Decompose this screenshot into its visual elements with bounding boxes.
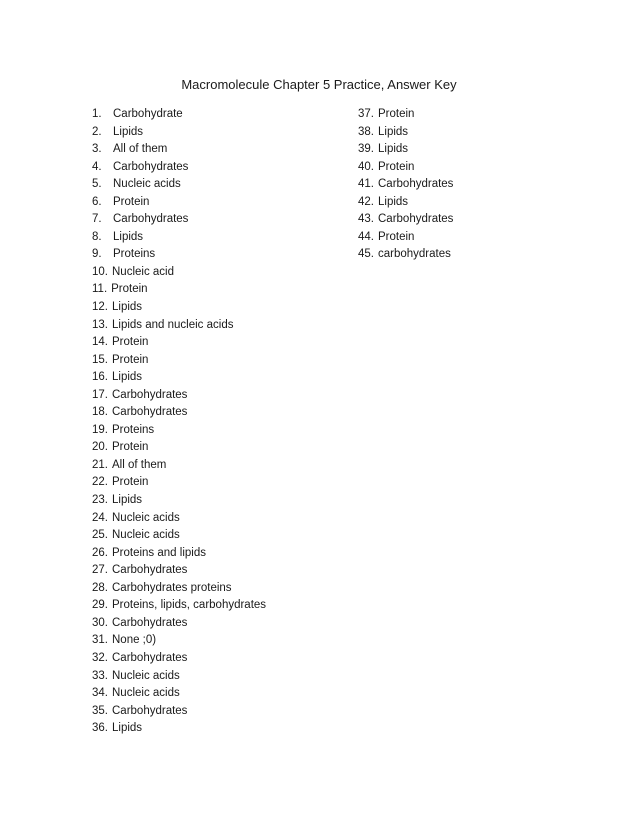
answer-item bbox=[92, 580, 352, 598]
answer-item bbox=[92, 246, 352, 264]
answer-text: Protein bbox=[378, 108, 415, 120]
answer-item bbox=[92, 317, 352, 335]
answer-number: 14. bbox=[92, 336, 108, 349]
answer-number: 26. bbox=[92, 546, 108, 559]
answer-item bbox=[92, 334, 352, 352]
answer-item bbox=[92, 159, 352, 177]
answer-number: 1. bbox=[92, 108, 102, 120]
answer-number: 44. bbox=[358, 230, 374, 243]
answer-text: Nucleic acids bbox=[112, 669, 180, 682]
answer-text: Proteins bbox=[113, 248, 156, 261]
answer-number: 36. bbox=[92, 722, 108, 735]
answer-text: Nucleic acid bbox=[112, 265, 174, 278]
answer-number: 2. bbox=[92, 125, 102, 138]
answer-number: 32. bbox=[92, 651, 108, 664]
answer-text: Protein bbox=[112, 353, 149, 366]
answer-number: 7. bbox=[92, 213, 102, 226]
answer-number: 24. bbox=[92, 511, 108, 524]
answer-text: Protein bbox=[111, 283, 148, 296]
answer-number: 10. bbox=[92, 265, 108, 278]
answer-item bbox=[92, 176, 352, 194]
answer-item bbox=[92, 106, 352, 124]
answer-text: All of them bbox=[112, 458, 167, 471]
answer-number: 18. bbox=[92, 406, 108, 419]
answer-item bbox=[92, 299, 352, 317]
answer-item bbox=[92, 650, 352, 668]
answer-item bbox=[92, 264, 352, 282]
answer-item bbox=[92, 703, 352, 721]
answer-text: Carbohydrates bbox=[112, 704, 188, 717]
answer-item bbox=[92, 404, 352, 422]
answer-text: Lipids and nucleic acids bbox=[112, 318, 234, 331]
answer-item bbox=[92, 124, 352, 142]
answer-item bbox=[92, 615, 352, 633]
answer-item bbox=[92, 387, 352, 405]
answer-number: 4. bbox=[92, 160, 102, 173]
answer-item bbox=[92, 352, 352, 370]
answer-item bbox=[358, 124, 558, 142]
answer-item bbox=[92, 510, 352, 528]
answer-text: Proteins, lipids, carbohydrates bbox=[112, 599, 267, 612]
answer-number: 37. bbox=[358, 108, 374, 120]
answer-text: Carbohydrates bbox=[378, 213, 454, 226]
answer-text: Lipids bbox=[112, 494, 143, 507]
answer-number: 17. bbox=[92, 388, 108, 401]
answer-number: 38. bbox=[358, 125, 374, 138]
answer-number: 28. bbox=[92, 581, 108, 594]
answer-text: Protein bbox=[112, 336, 149, 349]
page-title: Macromolecule Chapter 5 Practice, Answer Key bbox=[181, 77, 457, 92]
answer-item bbox=[92, 545, 352, 563]
answer-text: Lipids bbox=[112, 371, 143, 384]
answer-text: Lipids bbox=[112, 722, 143, 735]
answer-text: Carbohydrates bbox=[113, 213, 189, 226]
answer-text: Lipids bbox=[112, 301, 143, 314]
answer-number: 12. bbox=[92, 301, 108, 314]
answer-item bbox=[92, 685, 352, 703]
answer-list-left bbox=[92, 106, 352, 738]
answer-text: Carbohydrate bbox=[113, 108, 183, 120]
answer-number: 25. bbox=[92, 529, 108, 542]
answer-text: All of them bbox=[113, 143, 168, 156]
answer-item bbox=[92, 194, 352, 212]
answer-number: 8. bbox=[92, 230, 102, 243]
answer-text: Proteins and lipids bbox=[112, 546, 206, 559]
answer-item bbox=[92, 492, 352, 510]
answer-text: Protein bbox=[113, 195, 150, 208]
answer-text: None ;0) bbox=[112, 634, 157, 647]
answer-item bbox=[92, 369, 352, 387]
answer-text: Carbohydrates bbox=[113, 160, 189, 173]
answer-number: 41. bbox=[358, 178, 374, 191]
answer-item bbox=[92, 527, 352, 545]
answer-text: Lipids bbox=[378, 195, 409, 208]
answer-number: 3. bbox=[92, 143, 102, 156]
answer-number: 45. bbox=[358, 248, 374, 261]
answer-text: Carbohydrates bbox=[112, 616, 188, 629]
answer-number: 5. bbox=[92, 178, 102, 191]
answer-item bbox=[358, 176, 558, 194]
answer-number: 23. bbox=[92, 494, 108, 507]
answer-text: Carbohydrates bbox=[378, 178, 454, 191]
answer-item bbox=[358, 159, 558, 177]
answer-text: Carbohydrates bbox=[112, 406, 188, 419]
answer-text: Carbohydrates bbox=[112, 388, 188, 401]
answer-item bbox=[92, 720, 352, 738]
answer-item bbox=[92, 632, 352, 650]
answer-number: 42. bbox=[358, 195, 374, 208]
answer-number: 43. bbox=[358, 213, 374, 226]
answer-number: 16. bbox=[92, 371, 108, 384]
answer-item bbox=[92, 457, 352, 475]
answer-text: Protein bbox=[378, 160, 415, 173]
answer-number: 34. bbox=[92, 687, 108, 700]
answer-number: 20. bbox=[92, 441, 108, 454]
answer-text: Nucleic acids bbox=[112, 529, 180, 542]
answer-text: Nucleic acids bbox=[112, 687, 180, 700]
answer-text: Protein bbox=[378, 230, 415, 243]
answer-text: Nucleic acids bbox=[112, 511, 180, 524]
answer-number: 6. bbox=[92, 195, 102, 208]
answer-text: Protein bbox=[112, 441, 149, 454]
answer-text: Carbohydrates bbox=[112, 564, 188, 577]
answer-number: 27. bbox=[92, 564, 108, 577]
answer-text: Carbohydrates proteins bbox=[112, 581, 232, 594]
answer-item bbox=[358, 141, 558, 159]
answer-number: 15. bbox=[92, 353, 108, 366]
answer-number: 21. bbox=[92, 458, 108, 471]
answer-number: 35. bbox=[92, 704, 108, 717]
answer-text: Lipids bbox=[113, 230, 144, 243]
answer-text: carbohydrates bbox=[378, 248, 451, 261]
answer-item bbox=[92, 141, 352, 159]
answer-number: 40. bbox=[358, 160, 374, 173]
answer-number: 39. bbox=[358, 143, 374, 156]
answer-item bbox=[358, 211, 558, 229]
answer-item bbox=[92, 281, 352, 299]
answer-number: 31. bbox=[92, 634, 108, 647]
answer-number: 19. bbox=[92, 423, 108, 436]
answer-item bbox=[92, 562, 352, 580]
answer-item bbox=[92, 474, 352, 492]
answer-item bbox=[358, 194, 558, 212]
answer-text: Carbohydrates bbox=[112, 651, 188, 664]
answer-item bbox=[358, 106, 558, 124]
answer-item bbox=[92, 668, 352, 686]
answer-item bbox=[92, 422, 352, 440]
answer-item bbox=[358, 246, 558, 264]
answer-number: 22. bbox=[92, 476, 108, 489]
answer-item bbox=[92, 439, 352, 457]
answer-text: Nucleic acids bbox=[113, 178, 181, 191]
answer-text: Lipids bbox=[378, 143, 409, 156]
answer-item bbox=[358, 229, 558, 247]
answer-number: 13. bbox=[92, 318, 108, 331]
answer-text: Protein bbox=[112, 476, 149, 489]
answer-number: 30. bbox=[92, 616, 108, 629]
answer-text: Lipids bbox=[113, 125, 144, 138]
answer-text: Proteins bbox=[112, 423, 155, 436]
answer-number: 29. bbox=[92, 599, 108, 612]
answer-number: 9. bbox=[92, 248, 102, 261]
answer-number: 33. bbox=[92, 669, 108, 682]
answer-item bbox=[92, 211, 352, 229]
answer-item bbox=[92, 597, 352, 615]
answer-list-right bbox=[358, 106, 558, 264]
answer-number: 11. bbox=[92, 283, 108, 296]
answer-text: Lipids bbox=[378, 125, 409, 138]
answer-item bbox=[92, 229, 352, 247]
